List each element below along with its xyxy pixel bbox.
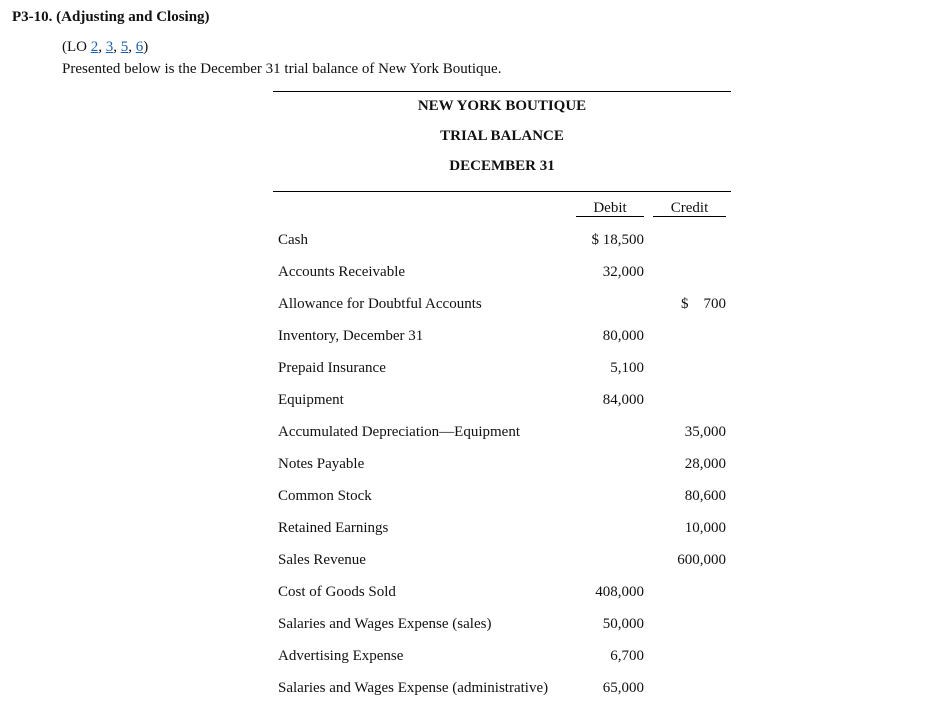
lo-suffix: ) — [143, 39, 149, 55]
lo-link-6[interactable]: 6 — [135, 39, 144, 55]
debit-amount: 50,000 — [602, 616, 644, 632]
account-name: Notes Payable — [278, 456, 365, 472]
account-name: Equipment — [278, 392, 344, 408]
account-name: Common Stock — [278, 488, 372, 504]
table-row — [0, 232, 948, 252]
debit-amount: 6,700 — [610, 648, 644, 664]
table-row — [0, 552, 948, 572]
account-name: Accumulated Depreciation—Equipment — [278, 424, 520, 440]
table-row — [0, 456, 948, 476]
lo-link-2[interactable]: 2 — [90, 39, 99, 55]
credit-amount: 80,600 — [684, 488, 726, 504]
account-name: Inventory, December 31 — [278, 328, 424, 344]
table-row — [0, 520, 948, 540]
table-row — [0, 616, 948, 636]
lo-link-3[interactable]: 3 — [105, 39, 114, 55]
problem-intro: Presented below is the December 31 trial balance of New York Boutique. — [62, 61, 502, 77]
debit-amount: 408,000 — [595, 584, 644, 600]
account-name: Salaries and Wages Expense (sales) — [278, 616, 492, 632]
debit-amount: 80,000 — [602, 328, 644, 344]
statement-date: DECEMBER 31 — [449, 158, 555, 174]
table-row — [0, 680, 948, 700]
account-name: Cash — [278, 232, 308, 248]
table-row — [0, 392, 948, 412]
table-row — [0, 360, 948, 380]
account-name: Retained Earnings — [278, 520, 389, 536]
debit-amount: 84,000 — [602, 392, 644, 408]
company-name: NEW YORK BOUTIQUE — [417, 98, 587, 114]
debit-amount: $ 18,500 — [591, 232, 644, 248]
debit-amount: 5,100 — [610, 360, 644, 376]
table-row — [0, 648, 948, 668]
credit-amount: $ 700 — [681, 296, 726, 312]
top-rule — [273, 91, 731, 92]
account-name: Accounts Receivable — [278, 264, 406, 280]
account-name: Prepaid Insurance — [278, 360, 386, 376]
credit-amount: 28,000 — [684, 456, 726, 472]
credit-amount: 10,000 — [684, 520, 726, 536]
credit-amount: 35,000 — [684, 424, 726, 440]
table-row — [0, 424, 948, 444]
account-name: Advertising Expense — [278, 648, 404, 664]
table-row — [0, 328, 948, 348]
credit-header: Credit — [653, 200, 726, 217]
table-row — [0, 488, 948, 508]
learning-objectives: (LO 2, 3, 5, 6) — [62, 39, 149, 55]
account-name: Sales Revenue — [278, 552, 366, 568]
debit-amount: 65,000 — [602, 680, 644, 696]
account-name: Salaries and Wages Expense (administrative) — [278, 680, 549, 696]
table-row — [0, 584, 948, 604]
debit-header: Debit — [576, 200, 644, 217]
statement-name: TRIAL BALANCE — [440, 128, 564, 144]
problem-title: P3-10. (Adjusting and Closing) — [12, 9, 210, 25]
lo-link-5[interactable]: 5 — [120, 39, 129, 55]
debit-amount: 32,000 — [602, 264, 644, 280]
credit-amount: 600,000 — [677, 552, 726, 568]
table-row — [0, 264, 948, 284]
lo-prefix: (LO — [62, 39, 91, 55]
account-name: Allowance for Doubtful Accounts — [278, 296, 482, 312]
heading-rule — [273, 191, 731, 192]
table-row — [0, 296, 948, 316]
account-name: Cost of Goods Sold — [278, 584, 396, 600]
